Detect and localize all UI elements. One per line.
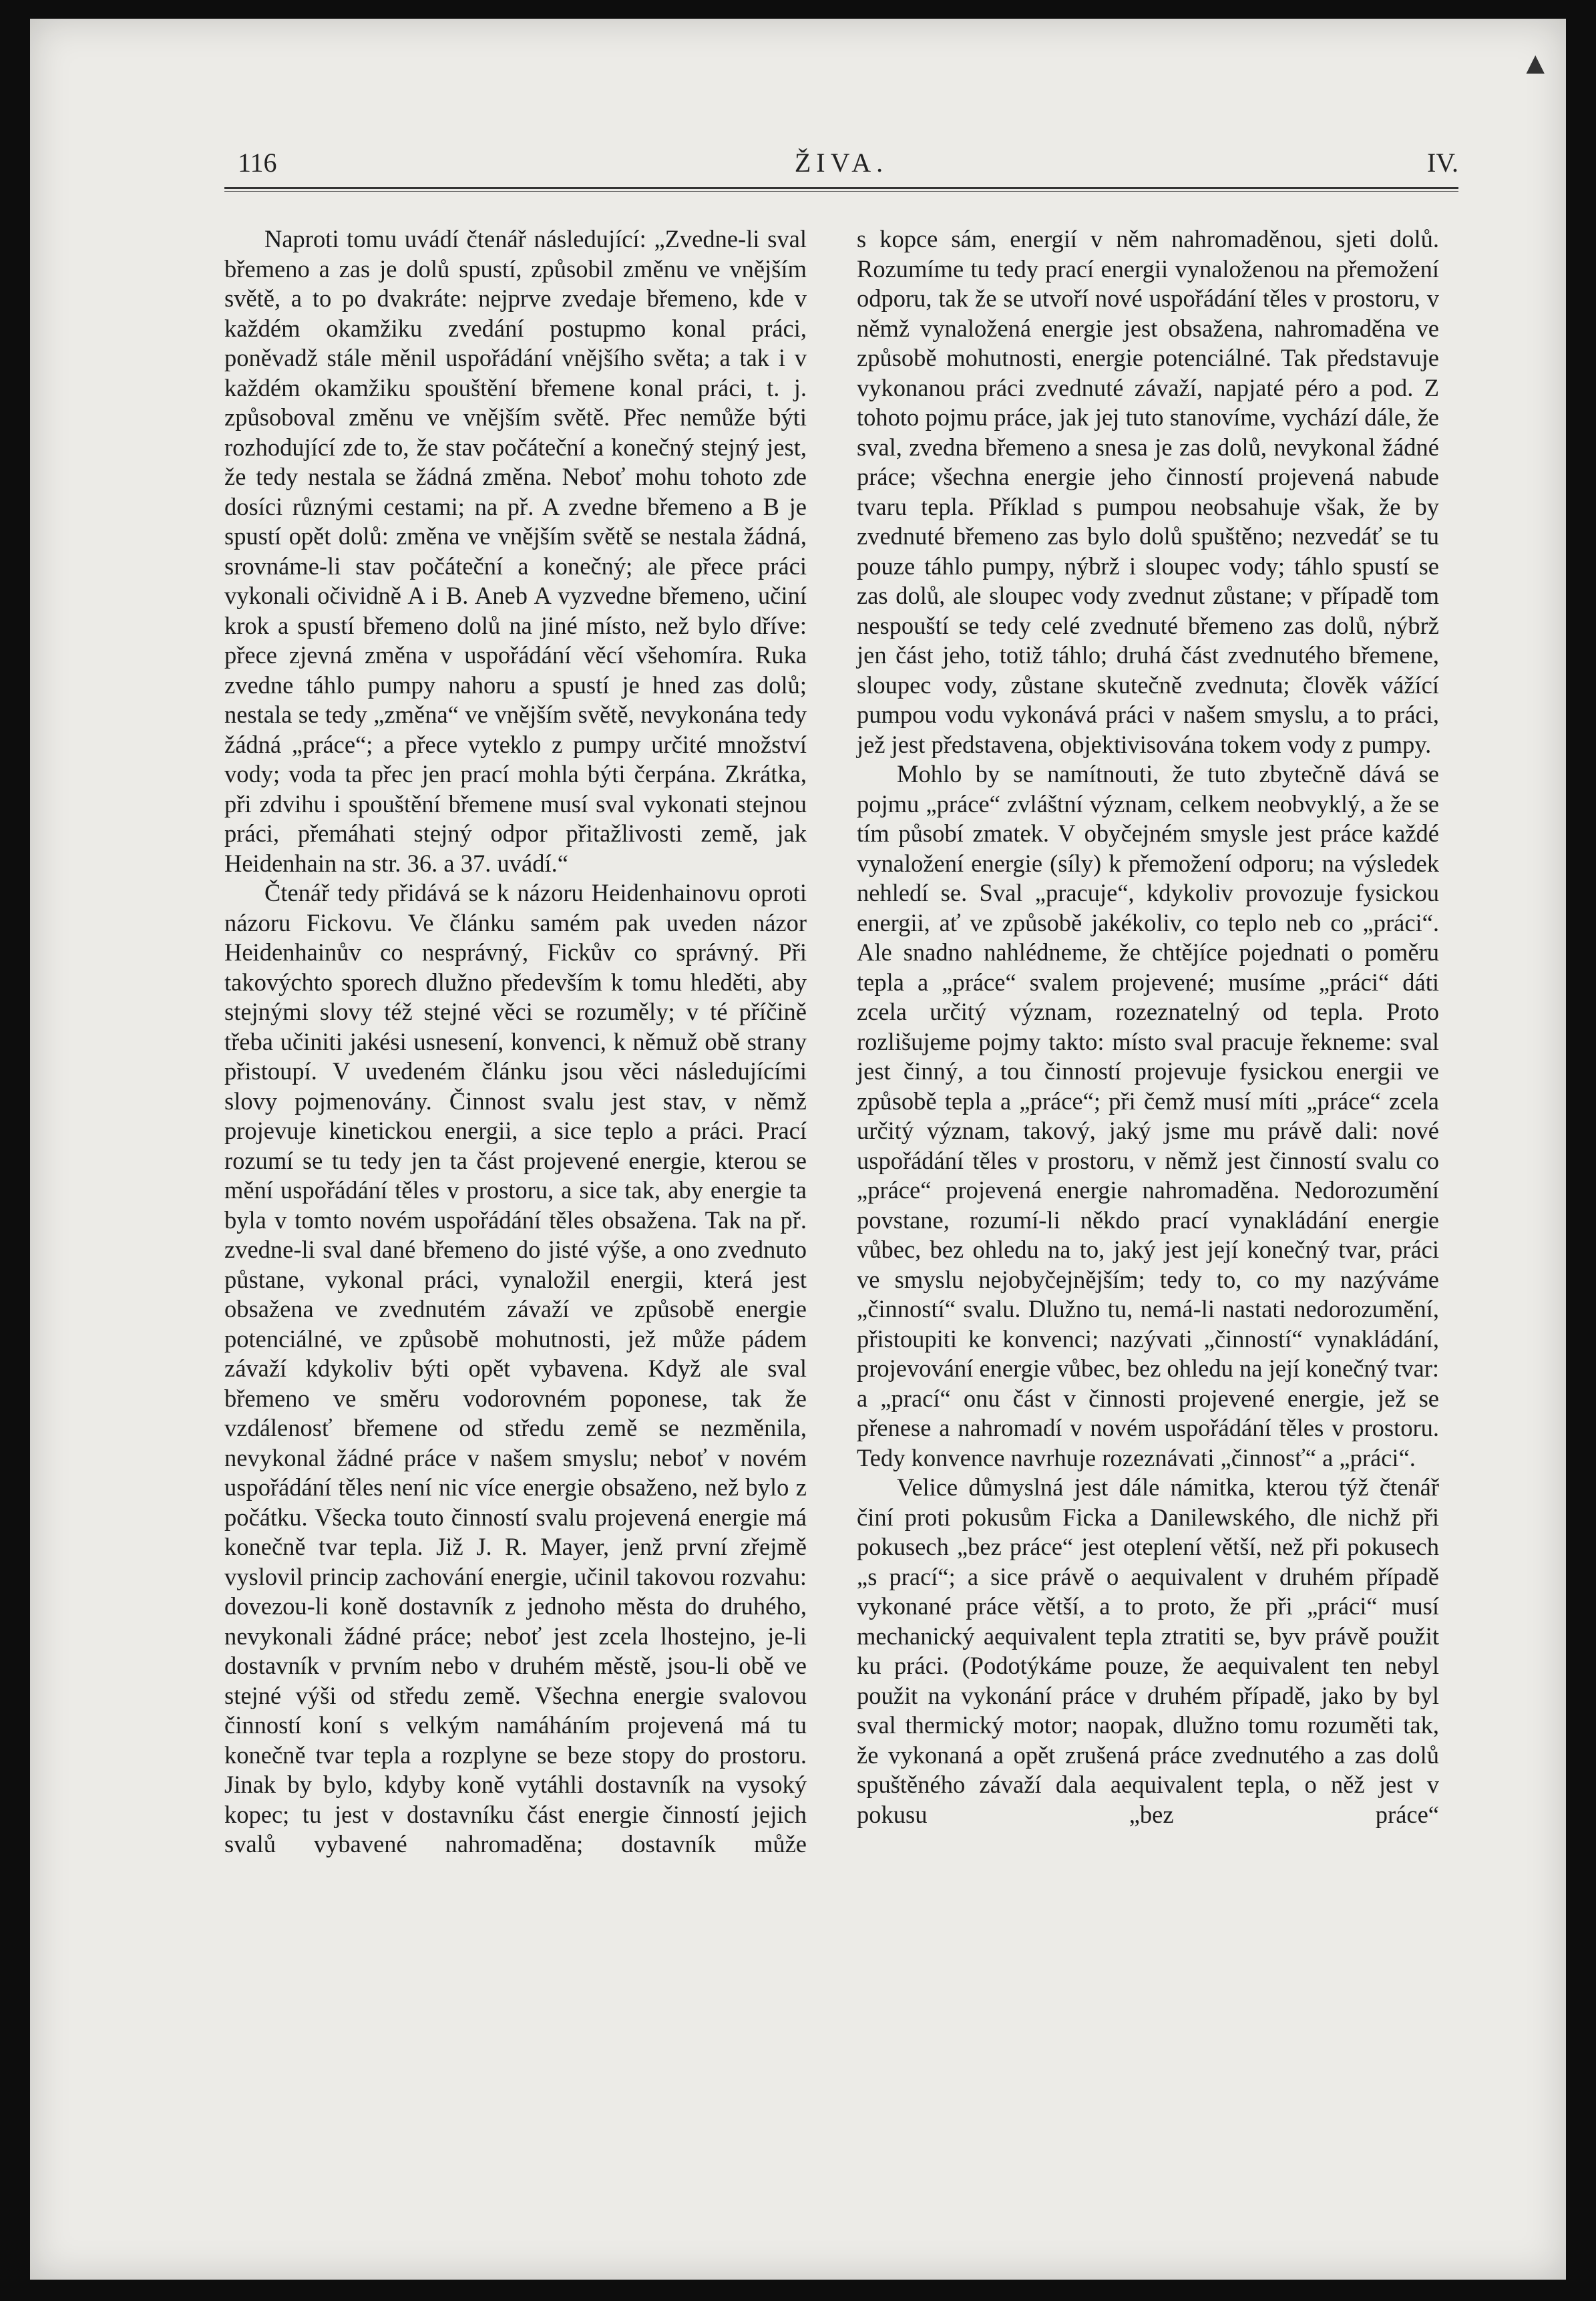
paragraph: s kopce sám, energií v něm nahromaděnou, sjeti dolů. Rozumíme tu tedy prací energii vynaloženou na přemožení odporu, tak že se utvoří nové uspořádání těles v prostoru, v němž vynaložená energie jest obsažena, nahromaděna ve způsobě mohutnosti, energie potenciálné. Tak představuje vykonanou práci zvednuté závaží, napjaté péro a pod. Z tohoto pojmu práce, jak jej tuto stanovíme, vychází dále, že sval, zvedna břemeno a snesa je zas dolů, nevykonal žádné práce; všechna energie jeho činností projevená nabude tvaru tepla. Příklad s pumpou neobsahuje však, že by zvednuté břemeno zas bylo dolů spuštěno; nezvedáť se tu pouze táhlo pumpy, nýbrž i sloupec vody; táhlo spustí se zas dolů, ale sloupec vody zvednut zůstane; v případě tom nespouští se tedy celé zvednuté břemeno zas dolů, nýbrž jen část jeho, totiž táhlo; druhá část zvednutého břemene, sloupec vody, zůstane skutečně zvednuta; člověk vážící pumpou vodu vykonává práci v našem smyslu, a to práci, jež jest představena, objektivisována tokem vody z pumpy. (857, 225, 1439, 758)
left-column (224, 224, 807, 1860)
right-column (857, 224, 1439, 1829)
header-rule (224, 187, 1458, 192)
corner-mark-icon: ▲ (1526, 49, 1545, 77)
volume-number: IV. (1426, 148, 1458, 178)
paragraph: Velice důmyslná jest dále námitka, kterou týž čtenář činí proti pokusům Ficka a Danilewského, dle nichž při pokusech „bez práce“ jest oteplení větší, než při pokusech „s prací“; a sice právě o aequivalent v druhém případě vykonané práce větší, a to proto, že při „práci“ musí mechanický aequivalent tepla ztratiti se, byv právě použit ku práci. (Podotýkáme pouze, že aequivalent ten nebyl použit na vykonání práce v druhém případě, jako by byl sval thermický motor; naopak, dlužno tomu rozuměti tak, že vykonaná a opět zrušená práce zvednutého a zas dolů spuštěného závaží dala aequivalent tepla, o něž jest v pokusu „bez práce“ (857, 1473, 1439, 1828)
running-header (224, 139, 1458, 186)
journal-title: ŽIVA. (794, 148, 889, 178)
page-number: 116 (238, 148, 277, 178)
paragraph: Naproti tomu uvádí čtenář následující: „Zvedne-li sval břemeno a zas je dolů spustí, způsobil změnu ve vnějším světě, a to po dvakráte: nejprve zvedaje břemeno, kde v každém okamžiku zvedání postupmo konal práci, poněvadž stále měnil uspořádání vnějšího světa; a tak i v každém okamžiku spouštění břemene konal práci, t. j. způsoboval změnu ve vnějším světě. Přec nemůže býti rozhodující zde to, že stav počáteční a konečný stejný jest, že tedy nestala se žádná změna. Neboť mohu tohoto zde dosíci různými cestami; na př. A zvedne břemeno a B je spustí opět dolů: změna ve vnějším světě se nestala žádná, srovnáme-li stav počáteční a konečný; ale přece práci vykonali očividně A i B. Aneb A vyzvedne břemeno, učiní krok a spustí břemeno dolů na jiné místo, než bylo dříve: přece zjevná změna v uspořádání věcí všehomíra. Ruka zvedne táhlo pumpy nahoru a spustí je hned zas dolů; nestala se tedy „změna“ ve vnějším světě, nevykonána tedy žádná „práce“; a přece vyteklo z pumpy určité množství vody; voda ta přec jen prací mohla býti čerpána. Zkrátka, při zdvihu i spouštění břemene musí sval vykonati stejnou práci, přemáhati stejný odpor přitažlivosti země, jak Heidenhain na str. 36. a 37. uvádí.“ (224, 225, 807, 877)
paragraph: Čtenář tedy přidává se k názoru Heidenhainovu oproti názoru Fickovu. Ve článku samém pak uveden názor Heidenhainův co nesprávný, Fickův co správný. Při takovýchto sporech dlužno především k tomu hleděti, aby stejnými slovy též stejné věci se rozuměly; v té příčině třeba učiniti jakési usnesení, konvenci, k němuž obě strany přistoupí. V uvedeném článku jsou věci následujícími slovy pojmenovány. Činnost svalu jest stav, v němž projevuje kinetickou energii, a sice teplo a práci. Prací rozumí se tu tedy jen ta část projevené energie, kterou se mění uspořádání těles v prostoru, a sice tak, aby energie ta byla v tomto novém uspořádání těles obsažena. Tak na př. zvedne-li sval dané břemeno do jisté výše, a ono zvednuto půstane, vykonal práci, vynaložil energii, která jest obsažena ve zvednutém závaží ve způsobě energie potenciálné, ve způsobě mohutnosti, jež může pádem závaží kdykoliv býti opět vybavena. Když ale sval břemeno ve směru vodorovném poponese, tak že vzdálenosť břemene od středu země se nezměnila, nevykonal žádné práce v našem smyslu; neboť v novém uspořádání těles není nic více energie obsaženo, než bylo z počátku. Všecka touto činností svalu projevená energie má konečně tvar tepla. Již J. R. Mayer, jenž první zřejmě vyslovil princip zachování energie, učinil takovou rozvahu: dovezou-li koně dostavník z jednoho města do druhého, nevykonali žádné práce; neboť jest zcela lhostejno, je-li dostavník v prvním nebo v druhém městě, jsou-li obě ve stejné výši od středu země. Všechna energie svalovou činností koní s velkým namáháním projevená má tu konečně tvar tepla a rozplyne se beze stopy do prostoru. Jinak by bylo, kdyby koně vytáhli dostavník na vysoký kopec; tu jest v dostavníku část energie činností jejich svalů vybavené nahromaděna; dostavník může (224, 879, 807, 1857)
paragraph: Mohlo by se namítnouti, že tuto zbytečně dává se pojmu „práce“ zvláštní význam, celkem neobvyklý, a že se tím působí zmatek. V obyčejném smysle jest práce každé vynaložení energie (síly) k přemožení odporu; na výsledek nehledí se. Sval „pracuje“, kdykoliv provozuje fysickou energii, ať ve způsobě jakékoliv, co teplo neb co „práci“. Ale snadno nahlédneme, že chtějíce pojednati o poměru tepla a „práce“ svalem projevené; musíme „práci“ dáti zcela určitý význam, rozeznatelný od tepla. Proto rozlišujeme pojmy takto: místo sval pracuje řekneme: sval jest činný, a tou činností projevuje fysickou energii ve způsobě tepla a „práce“; při čemž musí míti „práce“ zcela určitý význam, takový, jaký jsme mu právě dali: nové uspořádání těles v prostoru, v němž jest činností svalu co „práce“ projevená energie nahromaděna. Nedorozumění povstane, rozumí-li někdo prací vynakládání energie vůbec, bez ohledu na to, jaký jest její konečný tvar, práci ve smyslu nejobyčejnějším; tedy to, co my nazýváme „činností“ svalu. Dlužno tu, nemá-li nastati nedorozumění, přistoupiti ke konvenci; nazývati „činností“ vynakládání, projevování energie vůbec, bez ohledu na její konečný tvar: a „prací“ onu část v činnosti projevené energie, jež se přenese a nahromadí v novém uspořádání těles v prostoru. Tedy konvence navrhuje rozeznávati „činnosť“ a „práci“. (857, 760, 1439, 1471)
